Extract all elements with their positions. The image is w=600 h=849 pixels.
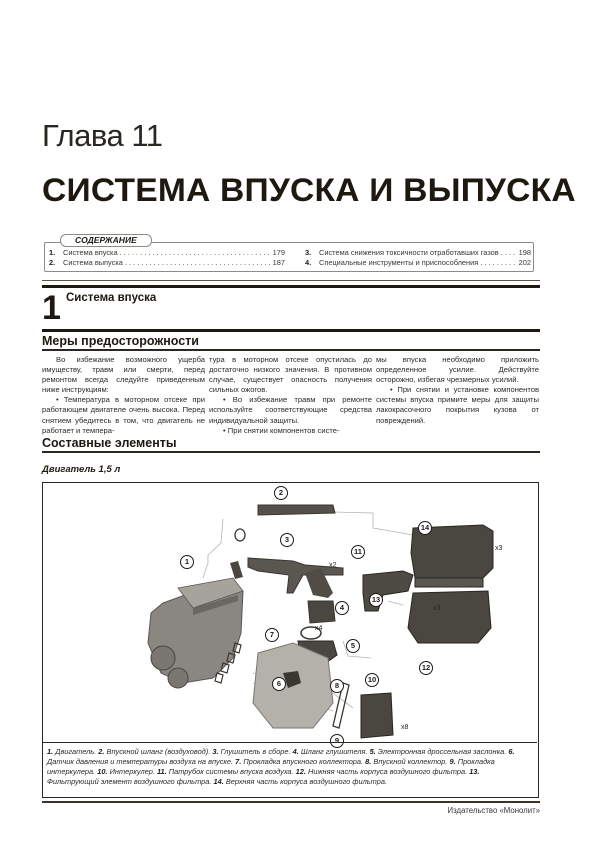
- toc-item[interactable]: [305, 258, 531, 268]
- exploded-diagram-figure: [42, 482, 539, 798]
- quantity-label: x3: [495, 545, 503, 552]
- legend-item: 10. Интеркулер.: [97, 766, 155, 776]
- intercooler-part-10: [361, 693, 393, 738]
- callout-7: 7: [265, 628, 279, 642]
- callout-1: 1: [180, 555, 194, 569]
- air-filter-lower-housing-part-12: [408, 591, 491, 643]
- sensor-part: [230, 561, 243, 579]
- legend-item: 7. Прокладка впускного коллектора.: [235, 756, 364, 766]
- toc-item-title: Система впуска . . .: [63, 248, 271, 258]
- publisher-name: Издательство «Монолит»: [447, 806, 540, 815]
- toc-item-number: 3.: [305, 248, 312, 257]
- legend-item: 13. Фильтрующий элемент воздушного фильтра.: [47, 766, 480, 786]
- precautions-column-1: [42, 355, 205, 436]
- engine-part-1: [148, 578, 243, 688]
- chapter-title: СИСТЕМА ВПУСКА И ВЫПУСКА: [42, 172, 576, 208]
- section-number: 1: [42, 289, 61, 327]
- callout-6: 6: [272, 677, 286, 691]
- toc-item[interactable]: [305, 248, 531, 258]
- components-heading: Составные элементы: [42, 436, 177, 450]
- callout-3: 3: [280, 533, 294, 547]
- toc-item[interactable]: [49, 258, 285, 268]
- toc-item-page: 179: [272, 248, 285, 257]
- callout-14: 14: [418, 521, 432, 535]
- quantity-label: x3: [433, 605, 441, 612]
- toc-item-title: Специальные инструменты и приспособления . . .: [319, 258, 517, 268]
- callout-2: 2: [274, 486, 288, 500]
- hose-part-4: [308, 601, 335, 623]
- toc-heading: СОДЕРЖАНИЕ: [60, 234, 152, 247]
- toc-item-page: 198: [518, 248, 531, 257]
- toc-item-page: 202: [518, 258, 531, 267]
- section-top-rule: [42, 285, 540, 288]
- toc-item-number: 2.: [49, 258, 56, 267]
- components-rule: [42, 451, 540, 453]
- precautions-heading: Меры предосторожности: [42, 334, 199, 348]
- callout-11: 11: [351, 545, 365, 559]
- legend-item: 5. Электронная дроссельная заслонка.: [369, 747, 507, 756]
- legend-item: 4. Шланг глушителя.: [292, 747, 368, 756]
- legend-item: 9. Прокладка интеркулера.: [47, 756, 495, 776]
- legend-item: 3. Глушитель в сборе.: [212, 747, 291, 756]
- section-title: Система впуска: [66, 292, 157, 304]
- bullet-paragraph: • При снятии и установке компонентов системы впуска примите меры для защиты лакокрасочного покрытия кузова от повреждений.: [376, 385, 539, 425]
- bullet-paragraph: • Температура в моторном отсеке при работающем двигателе очень высока. Перед снятием убедитесь в том, что двигатель не работает и темпера-: [42, 395, 205, 435]
- quantity-label: x4: [315, 625, 323, 632]
- figure-title: Двигатель 1,5 л: [42, 464, 121, 475]
- quantity-label: x8: [401, 724, 409, 731]
- callout-5: 5: [346, 639, 360, 653]
- filter-element-part-13: [415, 578, 483, 587]
- paragraph: мы впуска необходимо приложить определенное усилие. Действуйте осторожно, избегая чрезмерных усилий.: [376, 355, 539, 385]
- toc-item-number: 1.: [49, 248, 56, 257]
- intake-hose-part-2: [258, 505, 335, 515]
- legend-item: 12. Нижняя часть корпуса воздушного фильтра.: [295, 766, 468, 776]
- precautions-column-3: [376, 355, 539, 426]
- legend-item: 8. Впускной коллектор.: [365, 756, 448, 766]
- section-bottom-rule: [42, 329, 540, 332]
- precautions-rule: [42, 349, 540, 351]
- callout-13: 13: [369, 593, 383, 607]
- exploded-view-illustration: [43, 483, 537, 741]
- seal-ring: [235, 529, 245, 541]
- callout-8: 8: [330, 679, 344, 693]
- legend-item: 11. Патрубок системы впуска воздуха.: [156, 766, 294, 776]
- table-of-contents: [44, 235, 534, 272]
- figure-legend: [43, 742, 537, 787]
- toc-item-title: Система выпуска . . .: [63, 258, 271, 268]
- paragraph: Во избежание возможного ущерба имуществу, травм или смерти, перед ремонтом всегда следуйте приведенным ниже инструкциям:: [42, 355, 205, 395]
- footer-rule: [42, 801, 540, 803]
- divider: [42, 280, 540, 281]
- diagram-area: [43, 483, 537, 745]
- toc-item[interactable]: [49, 248, 285, 258]
- legend-item: 14. Верхняя часть корпуса воздушного фильтра.: [213, 776, 387, 786]
- toc-item-page: 187: [272, 258, 285, 267]
- bullet-paragraph: • При снятии компонентов систе-: [209, 426, 372, 436]
- callout-4: 4: [335, 601, 349, 615]
- callout-12: 12: [419, 661, 433, 675]
- chapter-label: Глава 11: [42, 118, 163, 153]
- paragraph: тура в моторном отсеке опустилась до достаточно низкого значения. В противном случае, существует опасность получения сильных ожогов.: [209, 355, 372, 395]
- quantity-label: x2: [329, 562, 337, 569]
- bullet-paragraph: • Во избежание травм при ремонте используйте соответствующие средства индивидуальной защиты.: [209, 395, 372, 425]
- callout-10: 10: [365, 673, 379, 687]
- legend-item: 2. Впускной шланг (воздуховод).: [98, 747, 211, 756]
- callout-9: 9: [330, 734, 344, 748]
- legend-item: 6. Датчик давления и температуры воздуха на впуске.: [47, 747, 515, 766]
- toc-item-number: 4.: [305, 258, 312, 267]
- toc-item-title: Система снижения токсичности отработавших газов . . .: [319, 248, 517, 258]
- precautions-column-2: [209, 355, 372, 436]
- legend-item: 1. Двигатель.: [47, 747, 97, 756]
